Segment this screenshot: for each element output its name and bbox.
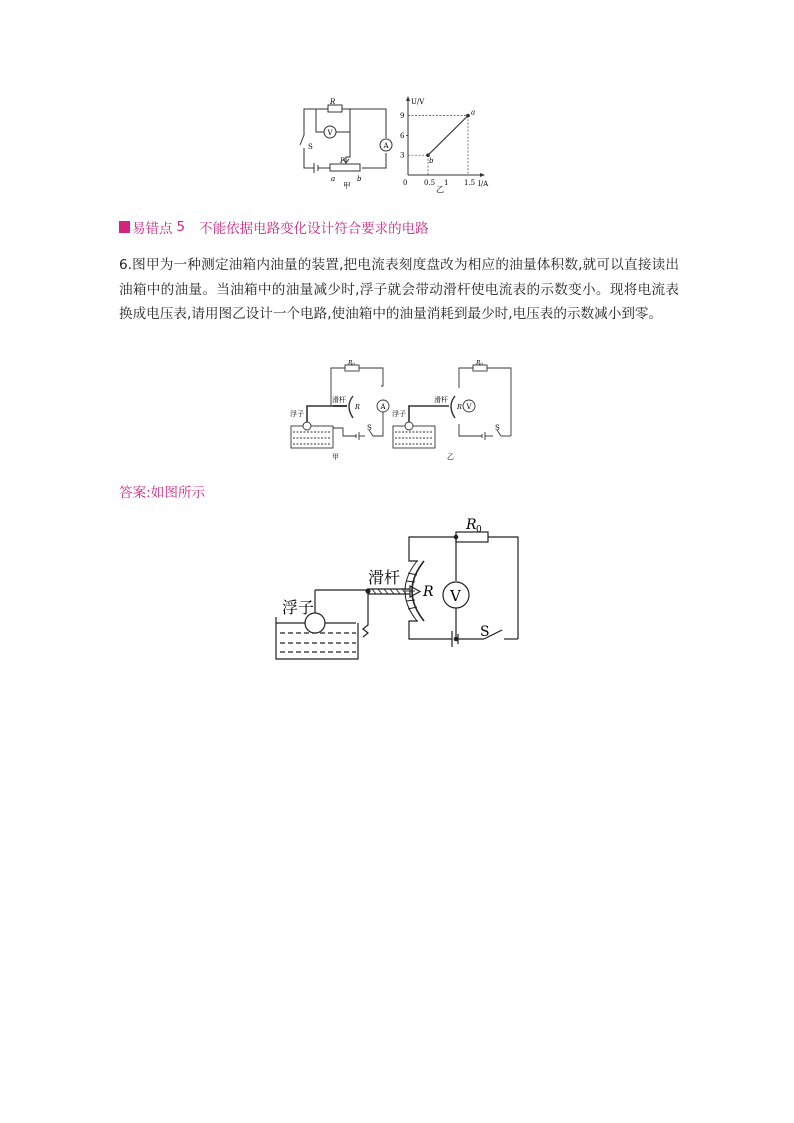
voltmeter-label: V xyxy=(327,129,333,137)
answer-label: 答案: xyxy=(119,485,151,501)
mid-right-float-label: 浮子 xyxy=(392,410,406,418)
mid-right-caption: 乙 xyxy=(447,453,454,461)
graph-y-label: U/V xyxy=(411,98,425,106)
resistor-label: R xyxy=(330,98,336,106)
answer-text: 如图所示 xyxy=(150,485,206,501)
slider-label: P xyxy=(340,157,345,165)
graph-x-tick-label: 1.5 xyxy=(464,179,476,187)
end-a-label: a xyxy=(331,175,336,183)
ans-resistor-label: R xyxy=(423,584,434,600)
figure-fuel-gauge-pair xyxy=(287,358,519,464)
mid-right-lever-label: 滑杆 xyxy=(434,396,448,404)
section-tag: 易错点 xyxy=(132,221,173,237)
graph-point xyxy=(467,114,470,117)
ans-float-label: 浮子 xyxy=(282,598,315,617)
mid-left-resistor-label: R xyxy=(355,403,360,411)
graph-point xyxy=(427,154,430,157)
mid-left-ammeter-label: A xyxy=(380,403,386,411)
question-text: 图甲为一种测定油箱内油量的装置,把电流表刻度盘改为相应的油量体积数,就可以直接读出油箱中的油量。当油箱中的油量减少时,浮子就会带动滑杆使电流表的示数变小。现将电流表换成电压表,请用图乙设计一个电路,使油箱中的油量消耗到最少时,电压表的示数减小到零。 xyxy=(119,257,679,322)
section-marker-icon xyxy=(119,221,130,233)
graph-x-tick-label: 0.5 xyxy=(424,179,436,187)
left-caption: 甲 xyxy=(343,181,351,190)
question-number: 6. xyxy=(119,257,132,273)
figure-answer-circuit xyxy=(272,515,524,663)
ans-r0-subscript: 0 xyxy=(476,525,482,535)
graph-origin-label: 0 xyxy=(403,179,408,187)
question-6 xyxy=(119,253,679,327)
graph-point-label: b xyxy=(429,157,434,166)
ans-r0-label: R xyxy=(466,517,477,533)
answer-line xyxy=(119,481,205,501)
mid-left-caption: 甲 xyxy=(332,453,339,461)
graph-x-label: I/A xyxy=(478,180,489,188)
switch-label: S xyxy=(308,143,313,151)
mid-left-float-label: 浮子 xyxy=(290,410,304,418)
graph-series-line xyxy=(428,116,468,156)
ans-switch-label: S xyxy=(480,624,490,640)
right-caption: 乙 xyxy=(436,185,444,193)
graph-x-tick-label: 1 xyxy=(444,179,449,187)
graph-y-tick-label: 6 xyxy=(400,131,405,140)
u-i-graph xyxy=(400,96,485,187)
graph-point-label: a xyxy=(471,108,476,117)
section-heading xyxy=(119,217,429,237)
ans-lever-label: 滑杆 xyxy=(368,568,401,587)
figure-circuit-and-graph xyxy=(290,95,510,193)
graph-y-tick-label: 9 xyxy=(400,112,405,121)
section-number: 5 xyxy=(176,219,186,235)
mid-left-r0-label: R₀ xyxy=(348,360,355,367)
ammeter-label: A xyxy=(383,142,389,150)
mid-left-lever-label: 滑杆 xyxy=(332,396,346,404)
mid-right-voltmeter-label: V xyxy=(466,403,472,411)
end-b-label: b xyxy=(357,175,362,183)
mid-left-switch-label: S xyxy=(367,424,372,432)
mid-right-switch-label: S xyxy=(495,424,500,432)
section-title: 不能依据电路变化设计符合要求的电路 xyxy=(199,221,429,237)
mid-right-resistor-label: R xyxy=(457,403,462,411)
mid-right-r0-label: R₀ xyxy=(476,360,483,367)
ans-voltmeter-label: V xyxy=(450,587,461,605)
graph-y-tick-label: 3 xyxy=(400,151,405,160)
